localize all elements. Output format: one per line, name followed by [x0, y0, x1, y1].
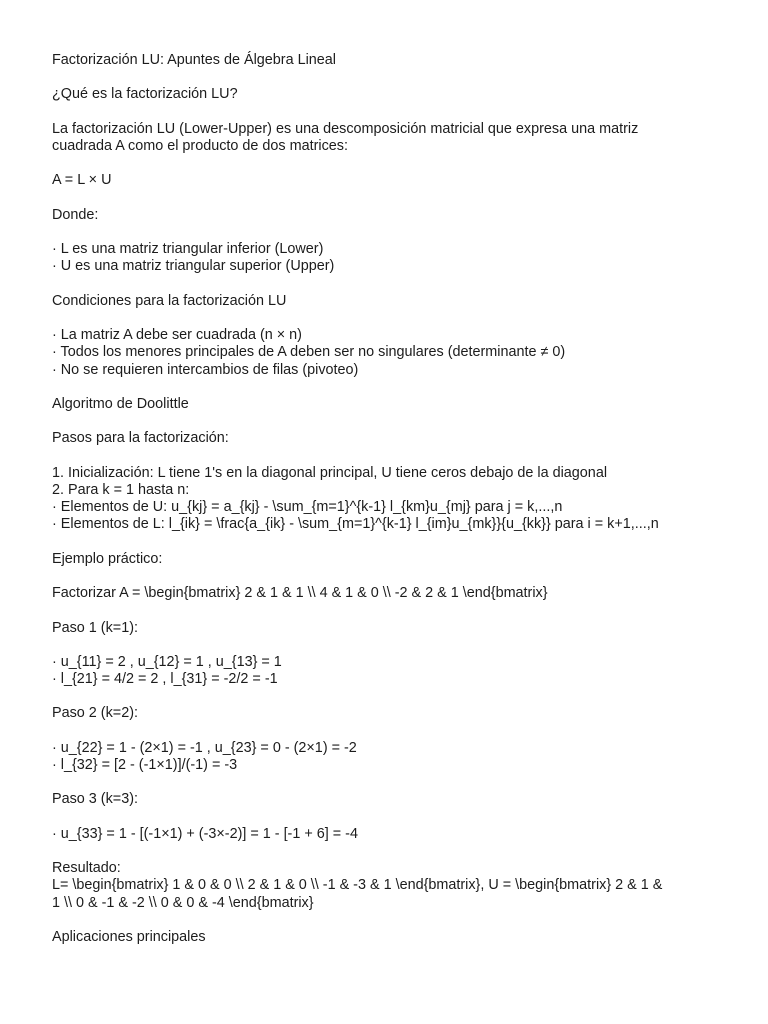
list-item: · L es una matriz triangular inferior (Lower) — [52, 241, 324, 258]
spacer — [52, 413, 732, 430]
section-heading-conditions: Condiciones para la factorización LU — [52, 292, 287, 309]
list-item: · No se requieren intercambios de filas (pivoteo) — [52, 361, 359, 378]
list-item: · La matriz A debe ser cuadrada (n × n) — [52, 327, 302, 344]
applications-heading: Aplicaciones principales — [52, 929, 206, 946]
list-item: · u_{22} = 1 - (2×1) = -1 , u_{23} = 0 - (2×1) = -2 — [52, 739, 357, 756]
list-item: · u_{11} = 2 , u_{12} = 1 , u_{13} = 1 — [52, 653, 282, 670]
result-heading: Resultado: — [52, 860, 121, 877]
spacer — [52, 912, 732, 929]
example-heading: Ejemplo práctico: — [52, 550, 163, 567]
document-page — [52, 52, 732, 946]
factor-statement: Factorizar A = \begin{bmatrix} 2 & 1 & 1 \\ 4 & 1 & 0 \\ -2 & 2 & 1 \end{bmatrix} — [52, 585, 548, 602]
result-line: 1 \\ 0 & -1 & -2 \\ 0 & 0 & -4 \end{bmatrix} — [52, 894, 314, 911]
step-item: · Elementos de U: u_{kj} = a_{kj} - \sum_{m=1}^{k-1} l_{km}u_{mj} para j = k,...,n — [52, 499, 563, 516]
spacer — [52, 809, 732, 826]
spacer — [52, 568, 732, 585]
spacer — [52, 688, 732, 705]
intro-paragraph-line: La factorización LU (Lower-Upper) es una descomposición matricial que expresa una matriz — [52, 120, 639, 137]
steps-heading: Pasos para la factorización: — [52, 430, 229, 447]
spacer — [52, 379, 732, 396]
spacer — [52, 843, 732, 860]
document-title: Factorización LU: Apuntes de Álgebra Lineal — [52, 52, 336, 68]
intro-paragraph-line: cuadrada A como el producto de dos matrices: — [52, 137, 348, 154]
step1-heading: Paso 1 (k=1): — [52, 619, 138, 636]
spacer — [52, 276, 732, 293]
section-heading-algorithm: Algoritmo de Doolittle — [52, 395, 189, 412]
spacer — [52, 723, 732, 740]
list-item: · Todos los menores principales de A deben ser no singulares (determinante ≠ 0) — [52, 344, 566, 361]
spacer — [52, 774, 732, 791]
list-item: · u_{33} = 1 - [(-1×1) + (-3×-2)] = 1 - [-1 + 6] = -4 — [52, 825, 358, 842]
step2-heading: Paso 2 (k=2): — [52, 705, 138, 722]
step-item: 2. Para k = 1 hasta n: — [52, 481, 190, 498]
spacer — [52, 310, 732, 327]
step-item: · Elementos de L: l_{ik} = \frac{a_{ik} - \sum_{m=1}^{k-1} l_{im}u_{mk}}{u_{kk}} para i = k+1,...,n — [52, 516, 659, 533]
spacer — [52, 69, 732, 86]
equation: A = L × U — [52, 172, 112, 189]
where-label: Donde: — [52, 206, 99, 223]
spacer — [52, 155, 732, 172]
step3-heading: Paso 3 (k=3): — [52, 791, 138, 808]
spacer — [52, 448, 732, 465]
spacer — [52, 104, 732, 121]
step-item: 1. Inicialización: L tiene 1's en la diagonal principal, U tiene ceros debajo de la diagonal — [52, 464, 608, 481]
spacer — [52, 224, 732, 241]
list-item: · l_{32} = [2 - (-1×1)]/(-1) = -3 — [52, 757, 238, 774]
list-item: · U es una matriz triangular superior (Upper) — [52, 258, 335, 275]
spacer — [52, 534, 732, 551]
list-item: · l_{21} = 4/2 = 2 , l_{31} = -2/2 = -1 — [52, 671, 278, 688]
spacer — [52, 602, 732, 619]
section-heading-what: ¿Qué es la factorización LU? — [52, 86, 238, 103]
result-line: L= \begin{bmatrix} 1 & 0 & 0 \\ 2 & 1 & 0 \\ -1 & -3 & 1 \end{bmatrix}, U = \begin{bmatrix} 2 & 1 & — [52, 877, 663, 894]
spacer — [52, 190, 732, 207]
spacer — [52, 637, 732, 654]
